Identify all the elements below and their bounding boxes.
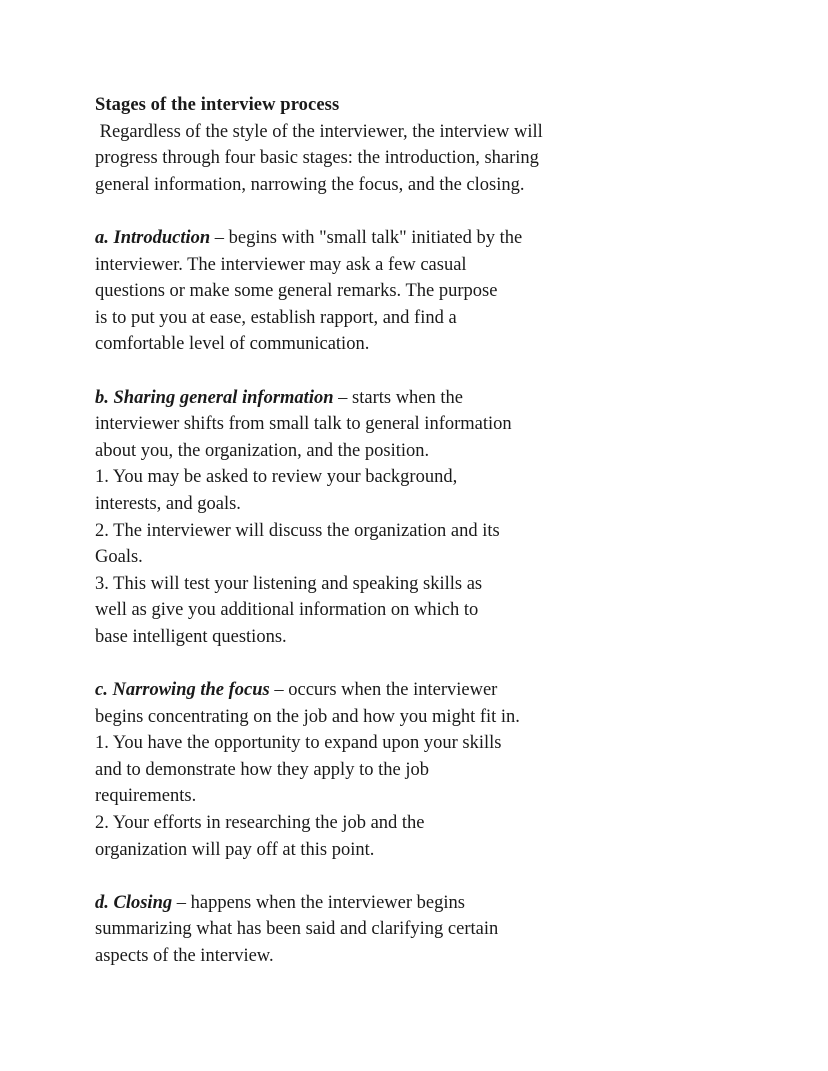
section-b-line-1: starts when the: [352, 387, 463, 408]
section-c-line-1: occurs when the interviewer: [288, 680, 498, 701]
section-b-item-1-line-2: interests, and goals.: [95, 493, 241, 514]
section-c-item-2-line-2: organization will pay off at this point.: [95, 839, 375, 860]
intro-line-1: Regardless of the style of the interviewer, the interview will: [95, 121, 543, 142]
document-body: [95, 92, 573, 970]
section-d-closing: [95, 890, 573, 970]
intro-line-2: progress through four basic stages: the introduction, sharing: [95, 148, 539, 169]
section-c-first-line: [95, 677, 573, 704]
section-d-line-2: summarizing what has been said and clarifying certain: [95, 919, 499, 940]
section-a-lead-in: a. Introduction: [95, 227, 211, 248]
section-d-first-line: [95, 890, 573, 917]
section-c-lead-in: c. Narrowing the focus: [95, 680, 270, 701]
section-c-item-1-line-2: and to demonstrate how they apply to the job: [95, 759, 429, 780]
section-a-dash: –: [210, 227, 229, 248]
section-a-line-3: questions or make some general remarks. The purpose: [95, 281, 498, 302]
section-a-line-5: comfortable level of communication.: [95, 334, 370, 355]
section-b-item-1-line-1: 1. You may be asked to review your background,: [95, 467, 458, 488]
section-b-line-2: interviewer shifts from small talk to general information: [95, 414, 512, 435]
section-d-lead-in: d. Closing: [95, 892, 173, 913]
section-b-sharing-general-information: [95, 385, 573, 651]
section-b-item-2-line-2: Goals.: [95, 547, 143, 568]
section-b-item-3-line-2: well as give you additional information on which to: [95, 600, 479, 621]
section-a-line-1: begins with "small talk" initiated by the: [228, 227, 523, 248]
section-b-item-3-line-1: 3. This will test your listening and speaking skills as: [95, 573, 483, 594]
section-a-introduction: [95, 225, 573, 358]
section-c-narrowing-the-focus: [95, 677, 573, 863]
page-title: Stages of the interview process: [95, 95, 340, 115]
intro-paragraph: [95, 119, 573, 199]
section-a-first-line: [95, 225, 573, 252]
section-d-dash: –: [172, 892, 191, 913]
section-b-item-3-line-3: base intelligent questions.: [95, 626, 287, 647]
intro-line-3: general information, narrowing the focus, and the closing.: [95, 174, 525, 195]
section-c-line-2: begins concentrating on the job and how you might fit in.: [95, 706, 520, 727]
section-d-line-1: happens when the interviewer begins: [190, 892, 465, 913]
paragraph-spacer: [95, 358, 573, 385]
section-b-dash: –: [333, 387, 353, 408]
section-b-lead-in: b. Sharing general information: [95, 387, 334, 408]
section-d-line-3: aspects of the interview.: [95, 946, 274, 966]
section-c-item-2-line-1: 2. Your efforts in researching the job and the: [95, 813, 425, 834]
section-a-line-2: interviewer. The interviewer may ask a few casual: [95, 254, 467, 275]
section-a-line-4: is to put you at ease, establish rapport, and find a: [95, 307, 457, 328]
section-b-item-2-line-1: 2. The interviewer will discuss the organization and its: [95, 520, 500, 541]
paragraph-spacer: [95, 198, 573, 225]
section-c-item-1-line-1: 1. You have the opportunity to expand upon your skills: [95, 733, 502, 754]
paragraph-spacer: [95, 863, 573, 890]
section-b-line-3: about you, the organization, and the position.: [95, 440, 430, 461]
section-b-first-line: [95, 385, 573, 412]
section-c-dash: –: [269, 680, 289, 701]
section-c-item-1-line-3: requirements.: [95, 786, 197, 807]
paragraph-spacer: [95, 650, 573, 677]
